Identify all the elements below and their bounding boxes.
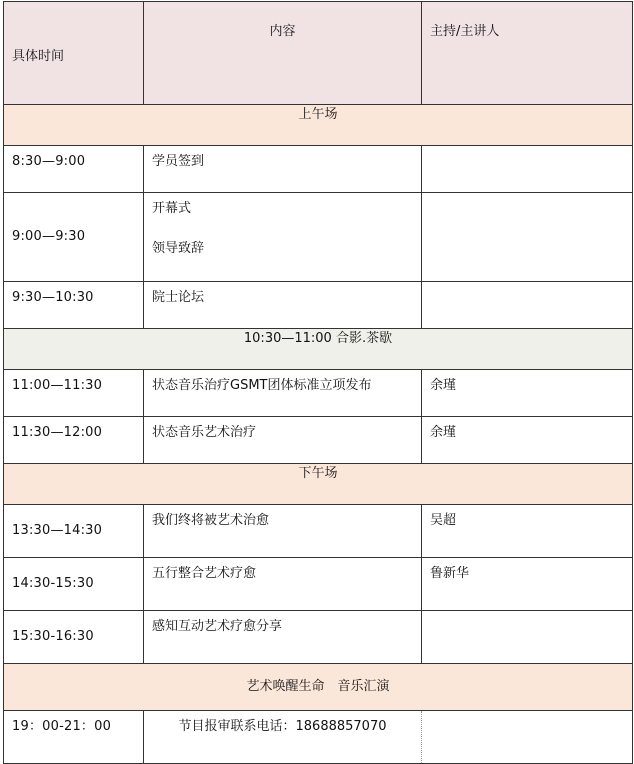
row-host: 鲁新华 (422, 558, 633, 611)
row-time: 19：00-21：00 (4, 711, 144, 764)
table-header-row (4, 2, 633, 105)
row-content: 院士论坛 (144, 282, 422, 329)
row-time: 9:00—9:30 (4, 193, 144, 282)
section-title-morning: 上午场 (4, 105, 633, 146)
row-host: 吴超 (422, 505, 633, 558)
table-row (4, 711, 633, 764)
row-content: 状态音乐艺术治疗 (144, 417, 422, 464)
table-row (4, 558, 633, 611)
row-content-second: 领导致辞 (152, 241, 205, 256)
row-content: 状态音乐治疗GSMT团体标准立项发布 (144, 370, 422, 417)
row-content: 五行整合艺术疗愈 (144, 558, 422, 611)
row-host: 余瑾 (422, 417, 633, 464)
row-time: 9:30—10:30 (4, 282, 144, 329)
row-content: 学员签到 (144, 146, 422, 193)
row-content: 我们终将被艺术治愈 (144, 505, 422, 558)
row-content: 节目报审联系电话：18688857070 (144, 711, 422, 764)
row-host (422, 282, 633, 329)
section-row-morning (4, 105, 633, 146)
schedule-table (3, 1, 633, 764)
row-time: 13:30—14:30 (4, 505, 144, 558)
section-row-afternoon (4, 464, 633, 505)
table-row (4, 282, 633, 329)
row-time: 14:30-15:30 (4, 558, 144, 611)
row-time: 8:30—9:00 (4, 146, 144, 193)
header-time: 具体时间 (4, 2, 144, 105)
section-title-break: 10:30—11:00 合影.茶歇 (4, 329, 633, 370)
row-content: 感知互动艺术疗愈分享 (144, 611, 422, 664)
section-title-afternoon: 下午场 (4, 464, 633, 505)
section-row-evening (4, 664, 633, 711)
table-row (4, 611, 633, 664)
row-content-cell (144, 193, 422, 282)
table-row (4, 505, 633, 558)
table-row (4, 370, 633, 417)
row-host (422, 711, 633, 764)
row-content: 开幕式 (152, 201, 192, 216)
row-time: 11:30—12:00 (4, 417, 144, 464)
table-row (4, 146, 633, 193)
row-host (422, 611, 633, 664)
header-content: 内容 (144, 2, 422, 105)
table-row (4, 417, 633, 464)
row-time: 15:30-16:30 (4, 611, 144, 664)
table-row (4, 193, 633, 282)
row-host: 余瑾 (422, 370, 633, 417)
row-time: 11:00—11:30 (4, 370, 144, 417)
section-row-break (4, 329, 633, 370)
header-host: 主持/主讲人 (422, 2, 633, 105)
row-host (422, 146, 633, 193)
row-host (422, 193, 633, 282)
section-title-evening: 艺术唤醒生命 音乐汇演 (4, 664, 633, 711)
